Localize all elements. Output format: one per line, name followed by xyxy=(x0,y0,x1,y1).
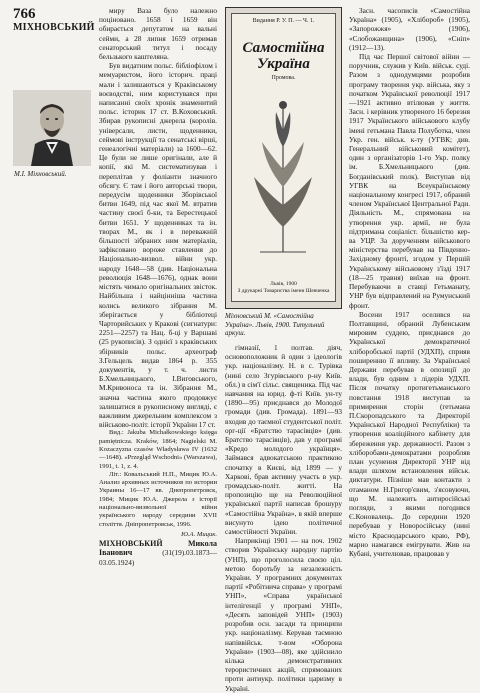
cover-caption: Міхновський М. «Самостійна Україна». Львів, 1900. Титульний аркуш. xyxy=(225,312,325,338)
column-right xyxy=(349,6,470,558)
paragraph: Восени 1917 оселився на Полтавщині, обраний Лубенським мировим суддею, приєднався до Української демократичної хліборобської партії (УДХП), сприяв поширенню її впливу. За Української Держави перебував в опозиції до влади, був одним з лідерів УДХП. Після початку протигетьманського повстання 1918 виступав за примирення сторін (гетьмана П.Скоропадського та Директорії Української Народної Республіки) та утворення коаліційного кабінету для збереження укр. державності. Разом з хліборобами-демократами розробляв план усунення Директорії УНР від влади шляхом встановлення військ. диктатури. Пізніше мав контакти з отаманом Н.Григор'євим, з'ясовуючи, що М. належить антиросійські погляди, з якими погодився Є.Коновалець. До середини 1920 перебував у Новоросійську (нині місто Краснодарського краю, РФ), марно намагався емігрувати. Жив на Кубані, учителював, працював у xyxy=(349,309,470,558)
cover-ornament xyxy=(232,87,335,257)
running-head: МІХНОВСЬКИЙ xyxy=(13,22,95,33)
portrait-caption: М.І. Міхновський. xyxy=(14,170,67,178)
cover-title-line2: Україна xyxy=(257,56,310,72)
cover-inner-frame xyxy=(231,13,336,302)
entry-headword: МІХНОВСЬКИЙ Микола Іванович xyxy=(99,539,217,558)
book-cover-image xyxy=(225,7,342,309)
page-number: 766 xyxy=(13,6,36,22)
page-header xyxy=(13,6,95,33)
column-middle xyxy=(225,343,342,693)
paragraph: гімназії, 1 полтав. діяч, основоположник й один з ідеологів укр. націоналізму. Н. в с. Турівка (нині село Згурівського р-ну Київ. обл.) в сім'ї сільс. священика. Під час навчання на юрид. ф-ті Київ. ун-ту (1890—95) приєднався до Молодої громади (див. Громада). 1891—93 входив до таємної студентської політ. орг-ції «Братство тарасівців» (див. Братство тарасівців), дав у програмі «Кредо молодого українця». Займався адвокатською практикою спочатку в Києві, від 1899 — у Харкові, брав активну участь в укр. громадсько-політ. житті. На пропозицію ще на Революційної української партії написав брошуру «Самостійна Україна», в якій вперше висунуто ідею політичної самостійності України. xyxy=(225,343,342,537)
portrait-illustration xyxy=(13,90,91,166)
bibliography: Вид.: Jakuba Michałkowskiego księga pamiętnicza. Kraków, 1864; Nagielski M. Kozaczyzna czasów Władysława IV (1632—1648). «Przegląd Wschodni» (Warszawa), 1991, t. 1, z. 4. xyxy=(99,429,217,470)
portrait-photo xyxy=(13,90,91,166)
literature: Літ.: Ковальський Н.П., Мицик Ю.А. Анализ архивных источников по истории Украины 16—17 вв. Днепропетровск, 1984; Мицик Ю.А. Джерела з історії національно-визвольної війни українського народу середини XVII століття. Дніпропетровськ, 1996. xyxy=(99,470,217,528)
cover-subtitle: Промова. xyxy=(271,75,296,81)
paragraph: Засн. часописів «Самостійна Україна» (1905), «Хлібороб» (1905), «Запорожжя» (1906), «Слобожанщина» (1906), «Сніп» (1912—13). xyxy=(349,6,470,52)
cover-imprint xyxy=(232,281,335,295)
paragraph: Під час Першої світової війни — поручник, служив у Київ. військ. суді. Разом з однодумцями розробив програму творення укр. війська, яку з початком Української революції 1917—1921 активно втілював у життя. Засн. і керівник утвореного 16 березня 1917 Українського військового клубу імені гетьмана Павла Полуботка, член Укр. ген. військ. к-ту (УГВК; див. Генеральний військовий комітет), один з організаторів 1-го Укр. полку ім. Б.Хмельницького (див. Богданівський полк). Виступав від УГВК на Всеукраїнському національному конгресі 1917, обраний членом Української Центральної Ради. Діяльність М., спрямована на утворення укр. армії, не була підтримана соціаліст. більшістю кер-ва УЦР. За дорученням військового міністерства перебував на Південно-Західному фронті, згодом у Першій Українському військовому з'їзді 1917 (18—25 травня) виїхав на фронт. Перебуваючи в ставці Гетьманату, УНР був відправлений на Румунський фронт. xyxy=(349,52,470,310)
entry-dates: (31(19).03.1873—03.05.1924) xyxy=(99,548,217,567)
cover-title-line1: Самостійна xyxy=(242,40,325,56)
cover-imprint-press: З друкарні Товариства імени Шевченка xyxy=(237,288,330,294)
cover-publisher-line: Видання Р. У. П. — Ч. 1. xyxy=(252,18,315,24)
cover-title xyxy=(232,40,335,72)
paragraph: Був видатним польс. бібліофілом і мемуаристом, його історич. праці мали і залишаються у Краківському воєводстві, ним користувався при написанні своїх хронік знаменитий польс. історик 17 ст. В.Коховський. Збирав рукописні джерела (королів. універсали, листи, щоденники, сеймові інструкції та сенатські вірші, генеалогічні матеріали) за 1600—62. Це були не лише оригінали, але й копії, які М. систематизував і переплітав у фоліанти значного обсягу. Є там і його авторські твори, передусім щоденники Зборівської битви 1649, під час якої М. втратив частину своєї б-ки, та Берестецької битви 1651. У щоденниках та ін. творах М., як і в переважній більшості зібраних ним матеріалів, зафіксовано вороже ставлення до Національно-визвол. війни укр. народу 1648—58 (див. Національна революція 1648—1676), однак вони містять чимало оригінальних звісток. Найбільша і найцінніша частина колись великого зібрання М. зберігається у бібліотеці Чарторийських у Кракові (сигнатури: 2251—2257) та Нац. б-ці у Варшаві (25 рукописів). З однієї з краківських збірників польс. археограф З.Гельцель видав 1864 р. 355 документів, у т. ч. листи Б.Хмельницького, І.Виговського, М.Кривоноса та ін. Зібрання М., значна частина якого продовжує залишатися в рукописному вигляді, є важливим джерельним комплексом з військово-політ. історії України 17 ст. xyxy=(99,61,217,430)
column-left xyxy=(99,6,217,567)
next-entry xyxy=(99,539,217,567)
author-signature: Ю.А. Мицик. xyxy=(181,530,217,538)
paragraph: миру Ваза було належно поціновано. 1658 і 1659 він обирається депутатом на вальні сейми, а 28 липня 1659 отримав сенаторський титул і посаду бельзького каштеляна. xyxy=(99,6,217,62)
paragraph: Наприкінці 1901 — на поч. 1902 створив Українську народну партію (УНП), що проголосила своєю ціл. метою боротьбу за незалежність України. У програмних документах партії «Робітнича справа» у програмі УНП», «Справа української інтелігенції у програмі УНП», «Десять заповідей УНП» (1903) розробив осн. засади та принципи укр. націоналізму. Керував таємною напіввійськ. т-вом «Оборона України» (1903—08), яке здійснило кілька демонстративних терористичних акцій, спрямованих проти антиукр. політики царизму в Україні. xyxy=(225,536,342,693)
cover-imprint-place: Львів, 1900 xyxy=(270,281,297,287)
